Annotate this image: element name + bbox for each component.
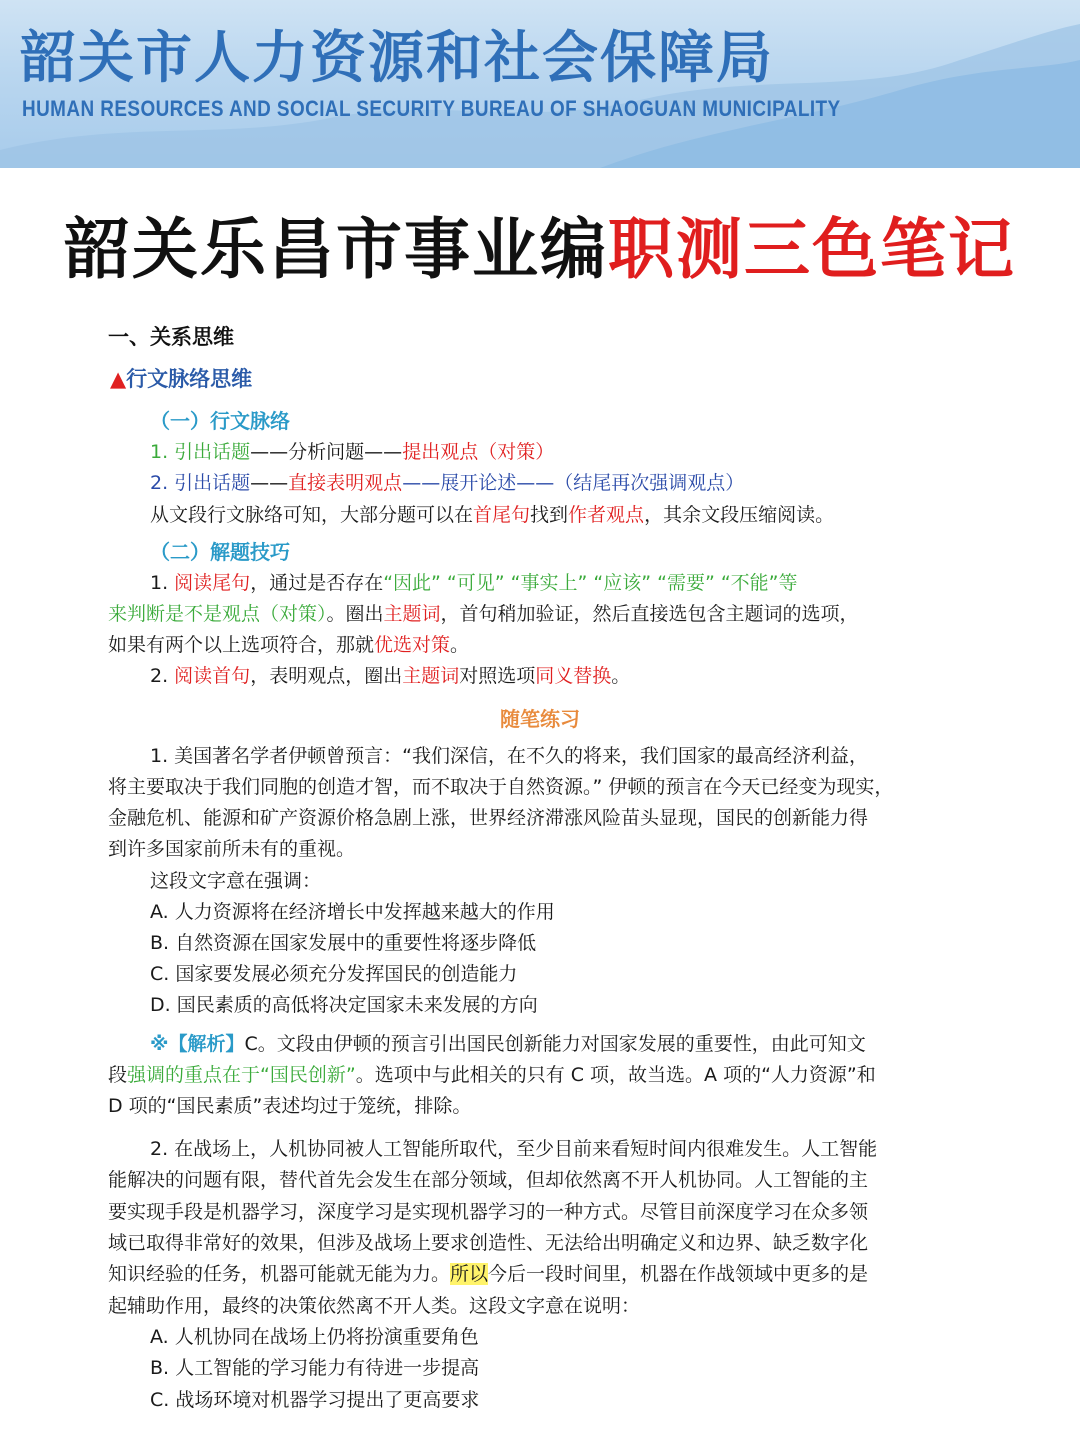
tip-1-line-1: 1. 阅读尾句，通过是否存在“因此” “可见” “事实上” “应该” “需要” “不能”等 [150, 572, 798, 594]
tip-1-line-3: 如果有两个以上选项符合，那就优选对策。 [108, 634, 470, 656]
q2-line-4: 域已取得非常好的效果，但涉及战场上要求创造性、无法给出明确定义和边界、缺乏数字化 [108, 1232, 869, 1254]
tip-2: 2. 阅读首句，表明观点，圈出主题词对照选项同义替换。 [150, 665, 631, 687]
part1-heading: （一）行文脉络 [150, 409, 290, 433]
q2-option-c: C. 战场环境对机器学习提出了更高要求 [150, 1389, 480, 1411]
q2-line-2: 能解决的问题有限，替代首先会发生在部分领域，但却依然离不开人机协同。人工智能的主 [108, 1169, 869, 1191]
q1-option-b: B. 自然资源在国家发展中的重要性将逐步降低 [150, 932, 537, 954]
q1-line-1: 1. 美国著名学者伊顿曾预言：“我们深信，在不久的将来，我们国家的最高经济利益， [150, 745, 869, 767]
q2-line-6: 起辅助作用，最终的决策依然离不开人类。这段文字意在说明： [108, 1295, 641, 1317]
triangle-icon: ▲ [110, 367, 127, 391]
flow-line-1: 1. 引出话题——分析问题——提出观点（对策） [150, 441, 555, 463]
part2-heading: （二）解题技巧 [150, 540, 290, 564]
q1-stem: 这段文字意在强调： [150, 870, 322, 892]
page-title [0, 196, 1080, 291]
highlighted-text: 所以 [450, 1263, 489, 1285]
q2-line-1: 2. 在战场上，人机协同被人工智能所取代，至少目前来看短时间内很难发生。人工智能 [150, 1138, 878, 1160]
q2-line-5: 知识经验的任务，机器可能就无能为力。所以今后一段时间里，机器在作战领域中更多的是 [108, 1263, 869, 1285]
organization-name-cn: 韶关市人力资源和社会保障局 [20, 26, 774, 91]
organization-name-en: HUMAN RESOURCES AND SOCIAL SECURITY BUREAU OF SHAOGUAN MUNICIPALITY [22, 96, 841, 121]
title-red: 职测三色笔记 [608, 211, 1016, 288]
q1-option-c: C. 国家要发展必须充分发挥国民的创造能力 [150, 963, 518, 985]
title-black: 韶关乐昌市事业编 [64, 211, 608, 288]
subsection-heading: ▲行文脉络思维 [110, 367, 253, 391]
header-banner [0, 0, 1080, 168]
q2-option-b: B. 人工智能的学习能力有待进一步提高 [150, 1357, 480, 1379]
q1-option-a: A. 人力资源将在经济增长中发挥越来越大的作用 [150, 901, 555, 923]
q1-line-2: 将主要取决于我们同胞的创造才智，而不取决于自然资源。” 伊顿的预言在今天已经变为现实， [108, 776, 894, 798]
section-heading: 一、关系思维 [108, 325, 234, 349]
analysis-label: ※【解析】 [150, 1033, 245, 1055]
tip-1-line-2: 来判断是不是观点（对策）。圈出主题词，首句稍加验证，然后直接选包含主题词的选项， [108, 603, 859, 625]
flow-summary: 从文段行文脉络可知，大部分题可以在首尾句找到作者观点，其余文段压缩阅读。 [150, 504, 835, 526]
practice-title: 随笔练习 [500, 707, 580, 731]
q1-analysis-line-1: ※【解析】C。文段由伊顿的预言引出国民创新能力对国家发展的重要性，由此可知文 [150, 1033, 866, 1055]
q2-option-a: A. 人机协同在战场上仍将扮演重要角色 [150, 1326, 479, 1348]
q1-analysis-line-2: 段强调的重点在于“国民创新”。选项中与此相关的只有 C 项，故当选。A 项的“人力资源”和 [108, 1064, 876, 1086]
q1-line-4: 到许多国家前所未有的重视。 [108, 838, 356, 860]
flow-line-2: 2. 引出话题——直接表明观点——展开论述——（结尾再次强调观点） [150, 472, 745, 494]
q1-option-d: D. 国民素质的高低将决定国家未来发展的方向 [150, 994, 538, 1016]
q1-analysis-line-3: D 项的“国民素质”表述均过于笼统，排除。 [108, 1095, 472, 1117]
q1-line-3: 金融危机、能源和矿产资源价格急剧上涨，世界经济滞涨风险苗头显现，国民的创新能力得 [108, 807, 869, 829]
q2-line-3: 要实现手段是机器学习，深度学习是实现机器学习的一种方式。尽管目前深度学习在众多领 [108, 1201, 869, 1223]
